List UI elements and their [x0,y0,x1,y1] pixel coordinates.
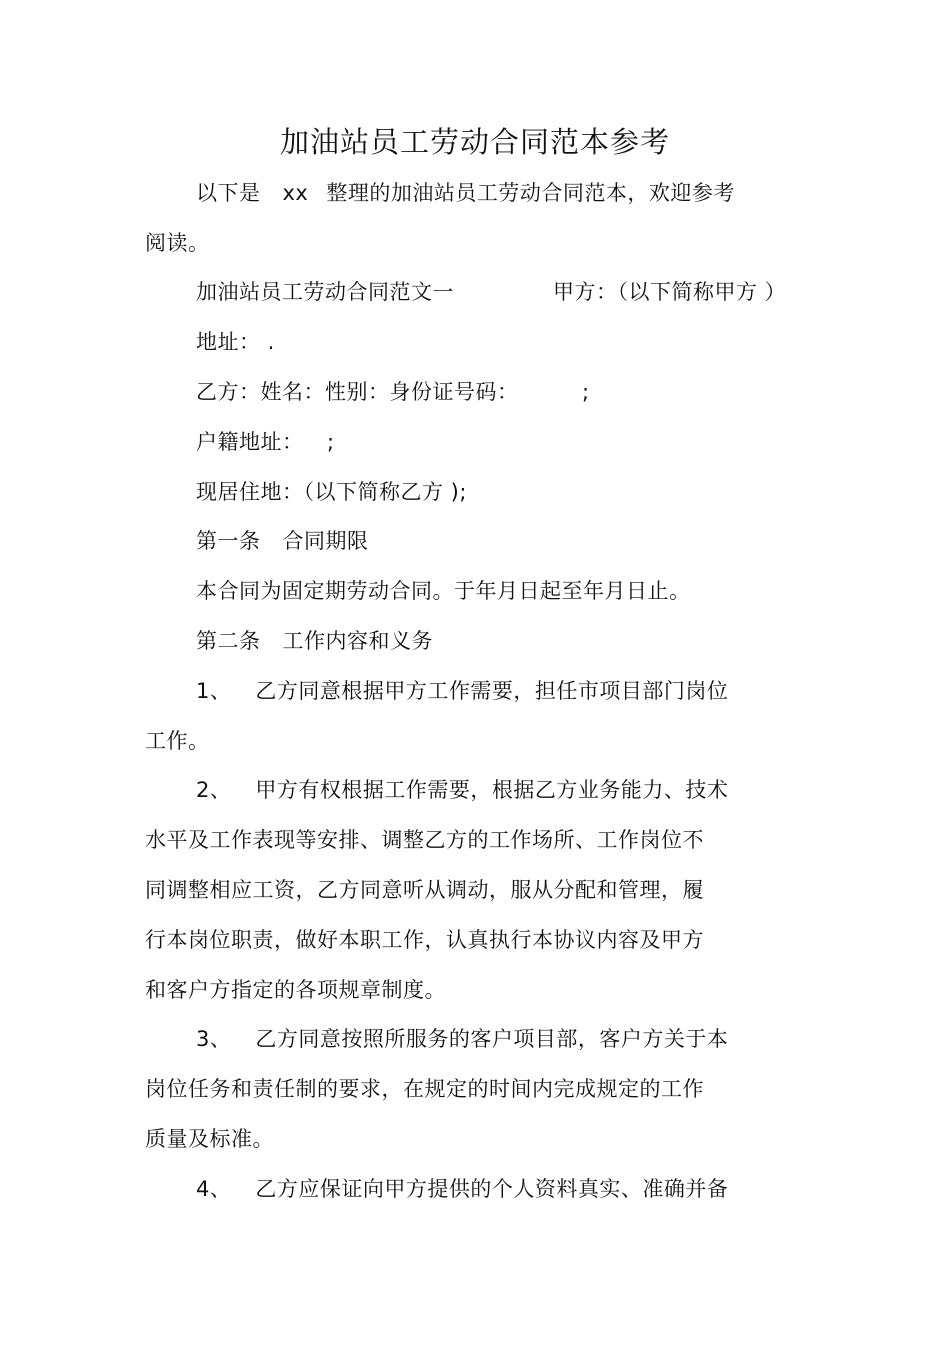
item-number: 3、 [196,1027,232,1051]
list-item [196,1175,728,1203]
list-item [196,776,728,804]
item-text-continuation: 同调整相应工资，乙方同意听从调动，服从分配和管理，履 [145,878,704,902]
article-2-number: 第二条 [196,629,261,653]
article-1-heading [196,527,369,555]
intro-brand: xx [282,181,309,205]
item-text: 乙方同意根据甲方工作需要，担任市项目部门岗位 [255,679,729,703]
article-1-number: 第一条 [196,529,261,553]
item-text-continuation: 工作。 [145,729,210,753]
article-1-body: 本合同为固定期劳动合同。于年月日起至年月日止。 [196,579,691,603]
intro-line [196,179,735,207]
party-a-label: 甲方：（以下简称甲方 ） [553,280,787,304]
item-text-continuation: 质量及标准。 [145,1127,274,1151]
list-item [196,1025,728,1053]
item-text-continuation: 行本岗位职责，做好本职工作，认真执行本协议内容及甲方 [145,928,704,952]
article-2-heading [196,627,433,655]
item-text-continuation: 岗位任务和责任制的要求，在规定的时间内完成规定的工作 [145,1077,704,1101]
article-2-title: 工作内容和义务 [282,629,433,653]
household-address-field: 户籍地址： [196,430,304,454]
item-number: 1、 [196,679,232,703]
list-item [196,677,728,705]
item-text: 甲方有权根据工作需要，根据乙方业务能力、技术 [255,778,729,802]
intro-text-2: 整理的加油站员工劳动合同范本，欢迎参考 [326,181,735,205]
item-number: 2、 [196,778,232,802]
party-b-end: ; [582,380,590,404]
residence-field: 现居住地：（以下简称乙方 ); [196,480,467,504]
contract-heading: 加油站员工劳动合同范文一 [196,280,454,304]
party-b-field: 乙方：姓名：性别：身份证号码： [196,380,519,404]
intro-continuation: 阅读。 [145,231,210,255]
item-text: 乙方同意按照所服务的客户项目部，客户方关于本 [255,1027,729,1051]
household-end: ; [327,430,335,454]
address-field: 地址： . [196,330,275,354]
item-text-continuation: 和客户方指定的各项规章制度。 [145,978,446,1002]
article-1-title: 合同期限 [282,529,369,553]
intro-text-1: 以下是 [196,181,261,205]
item-number: 4、 [196,1177,232,1201]
item-text: 乙方应保证向甲方提供的个人资料真实、准确并备 [255,1177,729,1201]
item-text-continuation: 水平及工作表现等安排、调整乙方的工作场所、工作岗位不 [145,828,704,852]
document-title: 加油站员工劳动合同范本参考 [279,125,670,159]
